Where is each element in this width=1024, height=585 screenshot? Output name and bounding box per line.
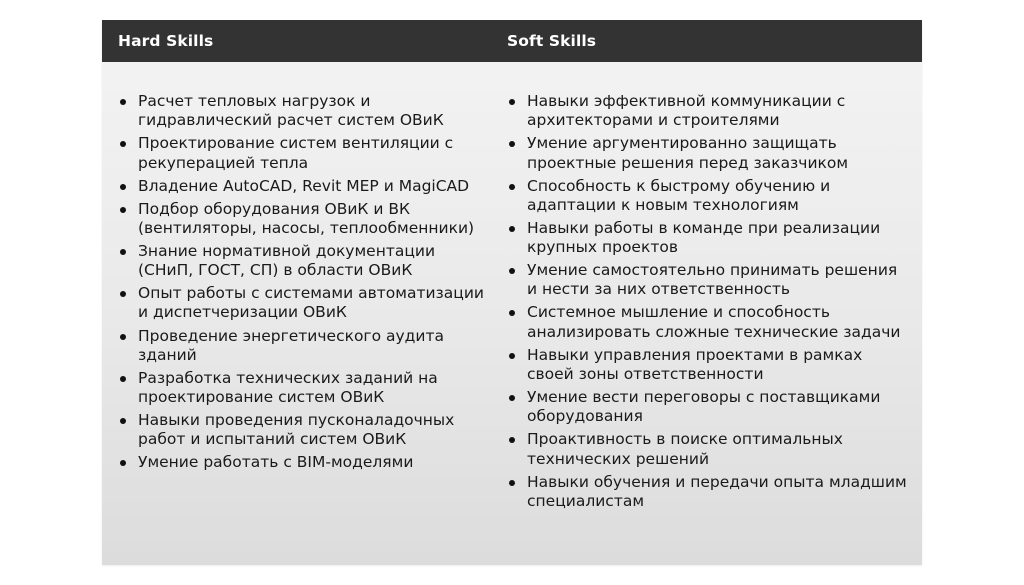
bullet-icon bbox=[509, 268, 515, 274]
table-header bbox=[102, 20, 922, 62]
list-item-text: Умение работать с BIM-моделями bbox=[138, 453, 414, 472]
list-item-text: Разработка технических заданий на проектирование систем ОВиК bbox=[138, 368, 438, 407]
soft-skills-list bbox=[507, 92, 907, 511]
bullet-icon bbox=[120, 207, 126, 213]
list-item bbox=[507, 430, 907, 468]
soft-skills-heading: Soft Skills bbox=[507, 32, 597, 50]
list-item-text: Способность к быстрому обучению и адаптации к новым технологиям bbox=[527, 176, 831, 214]
list-item-text: Проектирование систем вентиляции с рекуперацией тепла bbox=[138, 134, 454, 172]
list-item bbox=[507, 303, 907, 341]
list-item-text: Навыки проведения пусконаладочных работ и испытаний систем ОВиК bbox=[138, 411, 455, 449]
list-item bbox=[118, 453, 488, 472]
bullet-icon bbox=[509, 99, 515, 105]
list-item-text: Проактивность в поиске оптимальных технических решений bbox=[527, 430, 843, 468]
list-item bbox=[507, 177, 907, 215]
list-item-text: Системное мышление и способность анализировать сложные технические задачи bbox=[527, 303, 901, 341]
list-item bbox=[118, 177, 488, 196]
list-item bbox=[118, 327, 488, 365]
bullet-icon bbox=[509, 184, 515, 190]
bullet-icon bbox=[120, 376, 126, 382]
list-item bbox=[118, 411, 488, 449]
list-item-text: Владение AutoCAD, Revit MEP и MagiCAD bbox=[138, 176, 470, 195]
list-item bbox=[118, 134, 488, 172]
list-item bbox=[507, 219, 907, 257]
soft-skills-column bbox=[507, 92, 907, 515]
list-item-text: Проведение энергетического аудита зданий bbox=[138, 326, 444, 364]
bullet-icon bbox=[120, 184, 126, 190]
list-item bbox=[118, 92, 488, 130]
bullet-icon bbox=[120, 418, 126, 424]
list-item bbox=[507, 134, 907, 172]
bullet-icon bbox=[120, 141, 126, 147]
hard-skills-column bbox=[118, 92, 488, 477]
list-item-text: Умение вести переговоры с поставщиками оборудования bbox=[527, 388, 881, 426]
list-item-text: Расчет тепловых нагрузок и гидравлический расчет систем ОВиК bbox=[138, 92, 444, 130]
bullet-icon bbox=[120, 99, 126, 105]
bullet-icon bbox=[509, 226, 515, 232]
list-item bbox=[507, 346, 907, 384]
bullet-icon bbox=[509, 353, 515, 359]
hard-skills-heading: Hard Skills bbox=[118, 32, 214, 50]
bullet-icon bbox=[509, 141, 515, 147]
list-item bbox=[118, 200, 488, 238]
bullet-icon bbox=[120, 460, 126, 466]
list-item bbox=[507, 473, 907, 511]
list-item-text: Навыки управления проектами в рамках своей зоны ответственности bbox=[527, 345, 863, 383]
list-item-text: Навыки работы в команде при реализации крупных проектов bbox=[527, 218, 881, 257]
bullet-icon bbox=[120, 249, 126, 255]
bullet-icon bbox=[509, 480, 515, 486]
bullet-icon bbox=[509, 437, 515, 443]
list-item-text: Умение аргументированно защищать проектные решения перед заказчиком bbox=[527, 134, 849, 172]
list-item bbox=[507, 261, 907, 299]
list-item-text: Знание нормативной документации (СНиП, ГОСТ, СП) в области ОВиК bbox=[138, 241, 436, 280]
bullet-icon bbox=[120, 291, 126, 297]
list-item-text: Навыки обучения и передачи опыта младшим специалистам bbox=[527, 472, 907, 510]
bullet-icon bbox=[509, 395, 515, 401]
hard-skills-list bbox=[118, 92, 488, 473]
list-item-text: Опыт работы с системами автоматизации и диспетчеризации ОВиК bbox=[138, 284, 484, 322]
bullet-icon bbox=[509, 310, 515, 316]
list-item bbox=[507, 92, 907, 130]
list-item bbox=[118, 242, 488, 280]
list-item bbox=[118, 369, 488, 407]
list-item bbox=[507, 388, 907, 426]
bullet-icon bbox=[120, 334, 126, 340]
list-item-text: Умение самостоятельно принимать решения и нести за них ответственность bbox=[527, 261, 898, 299]
list-item-text: Подбор оборудования ОВиК и ВК (вентиляторы, насосы, теплообменники) bbox=[138, 199, 475, 237]
list-item-text: Навыки эффективной коммуникации с архитекторами и строителями bbox=[527, 92, 846, 130]
skills-table bbox=[102, 20, 922, 565]
list-item bbox=[118, 284, 488, 322]
